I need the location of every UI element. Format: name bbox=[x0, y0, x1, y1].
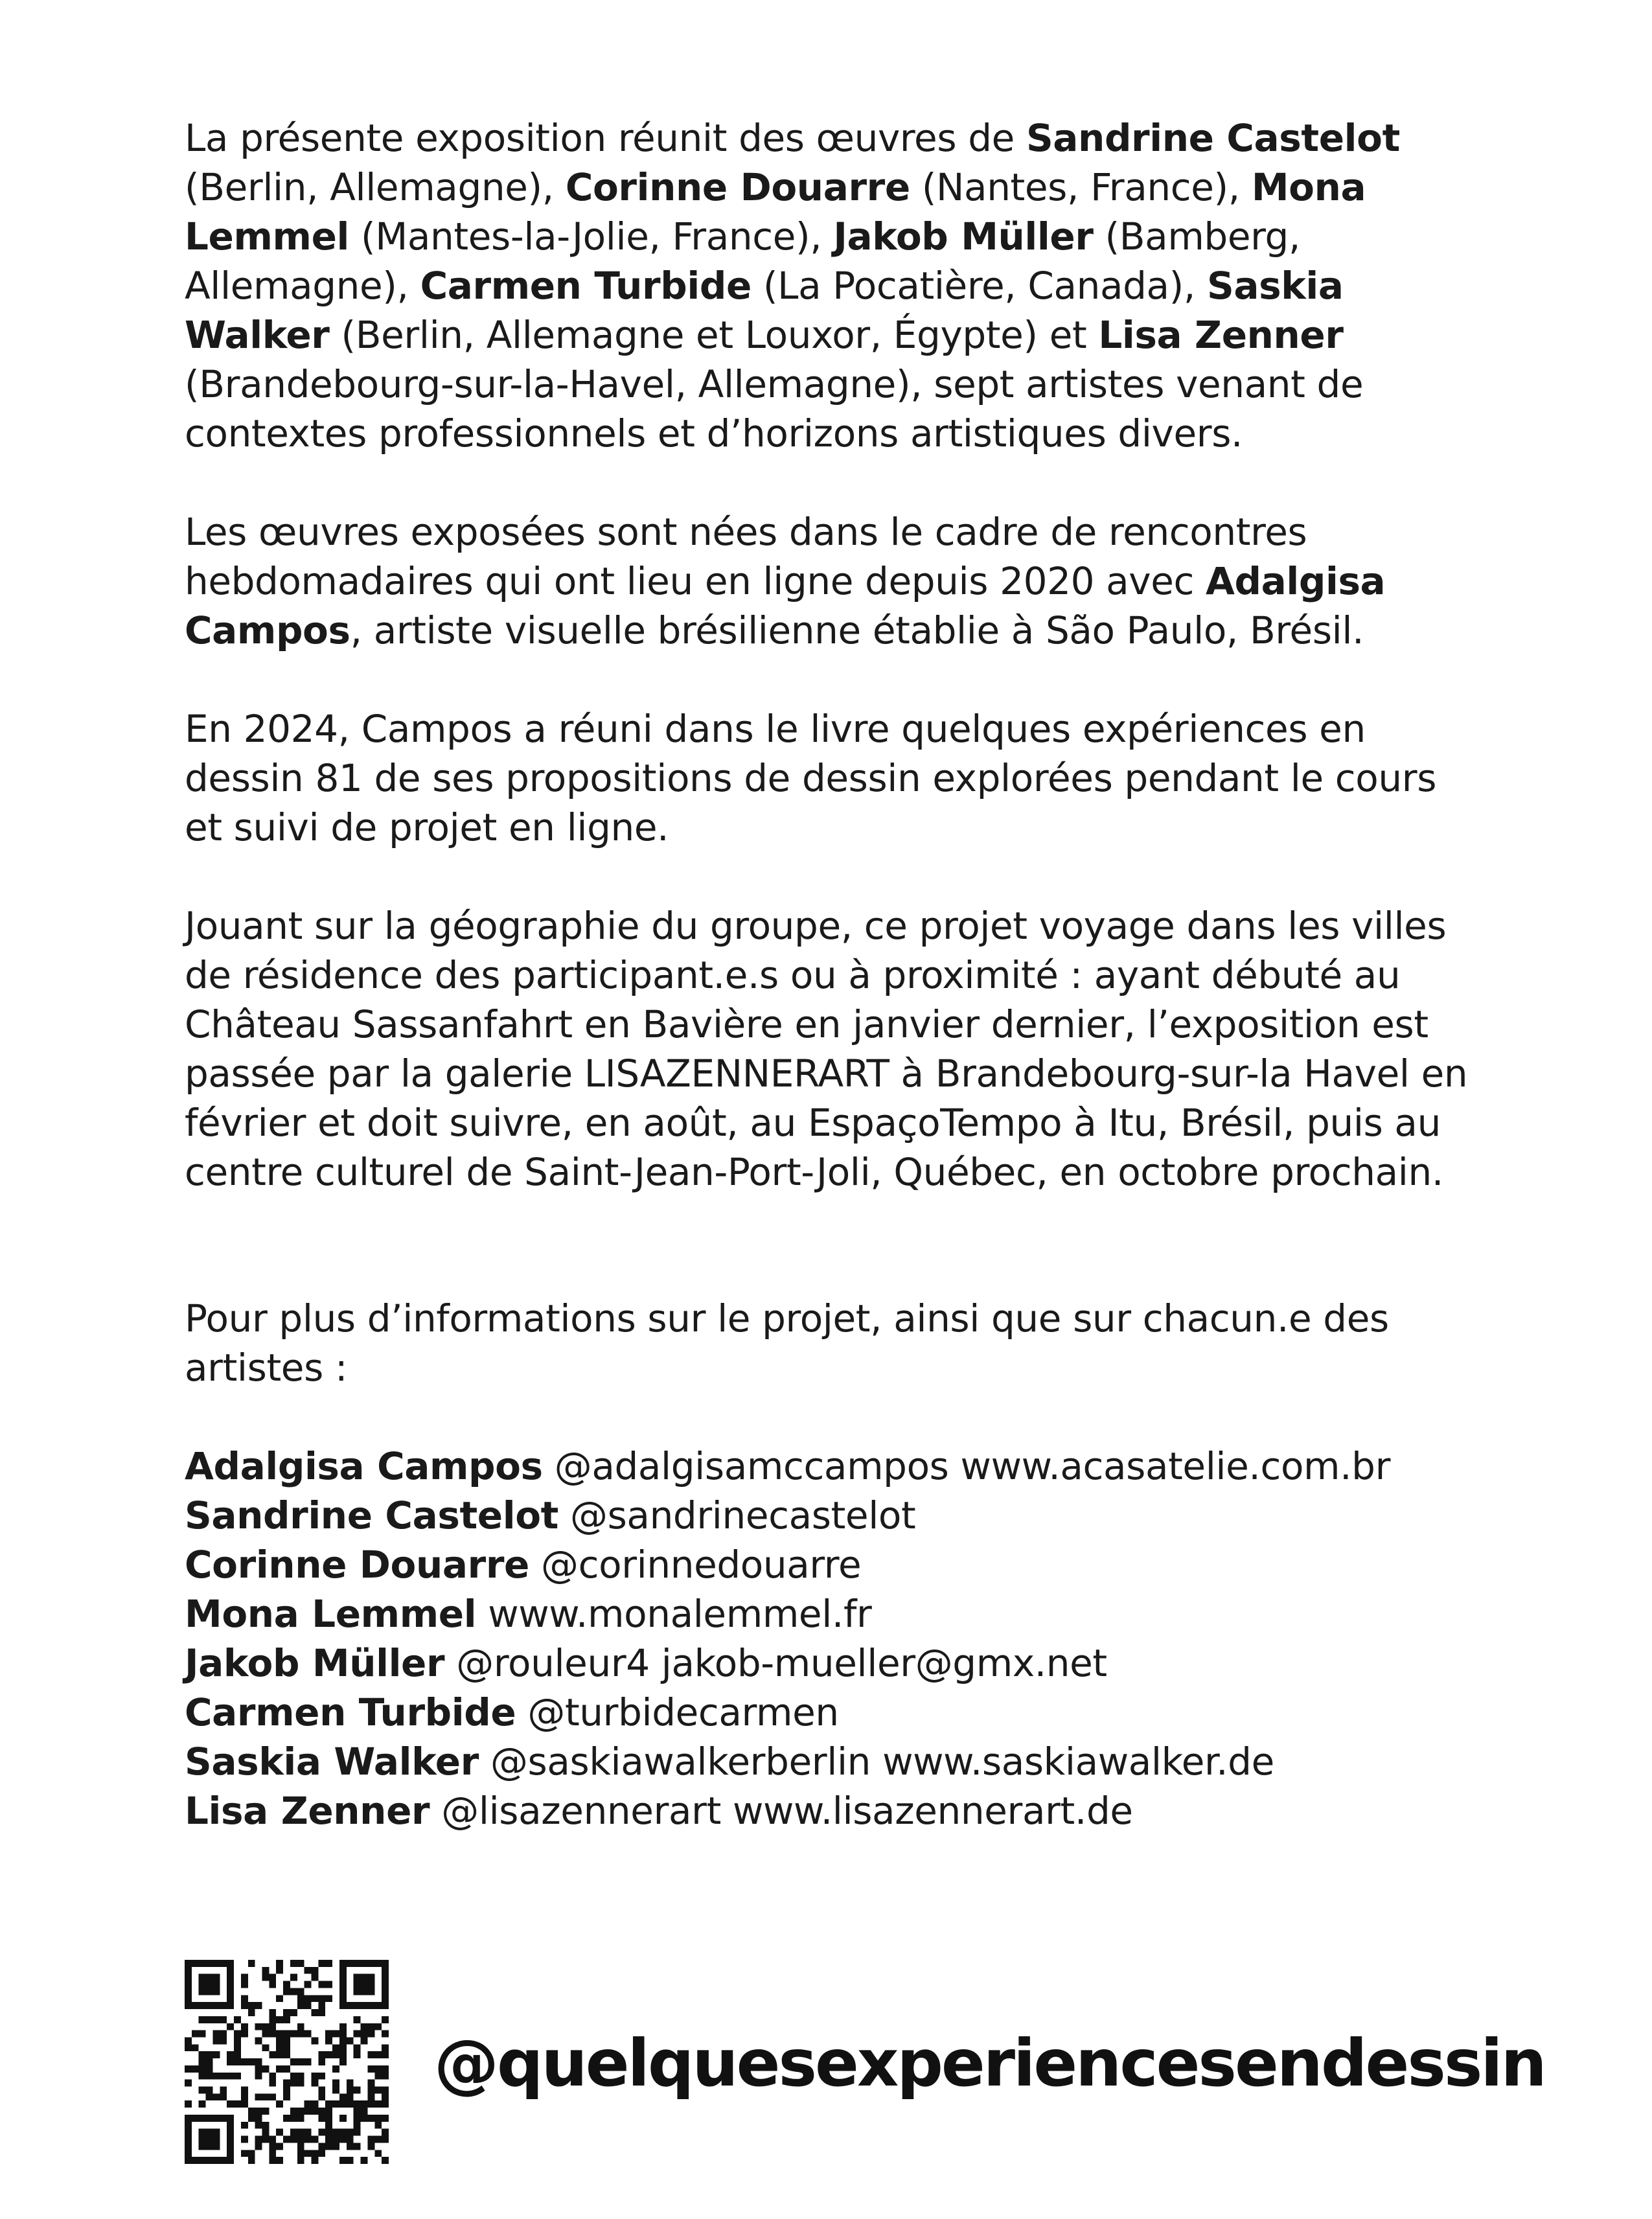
artist-name: Jakob Müller bbox=[833, 214, 1094, 259]
intro-text: (Nantes, France), bbox=[910, 165, 1252, 209]
contact-item bbox=[185, 1442, 1390, 1491]
contact-list bbox=[185, 1442, 1390, 1835]
artist-name: Mona Lemmel bbox=[185, 165, 1366, 259]
intro-text: (Brandebourg-sur-la-Havel, Allemagne), sept artistes venant de contextes professionnels et d’horizons artistiques divers. bbox=[185, 362, 1364, 455]
contact-details: @corinnedouarre bbox=[529, 1543, 862, 1587]
teacher-name: Adalgisa Campos bbox=[185, 559, 1386, 652]
info-intro-paragraph: Pour plus d’informations sur le projet, ainsi que sur chacun.e des artistes : bbox=[185, 1296, 1389, 1390]
artist-name: Saskia Walker bbox=[185, 264, 1344, 357]
contact-item bbox=[185, 1786, 1390, 1835]
contact-item bbox=[185, 1737, 1390, 1786]
artist-name: Carmen Turbide bbox=[420, 264, 751, 308]
contact-name: Jakob Müller bbox=[185, 1641, 445, 1685]
contact-item bbox=[185, 1589, 1390, 1638]
contact-details: @saskiawalkerberlin www.saskiawalker.de bbox=[478, 1740, 1274, 1784]
intro-text: La présente exposition réunit des œuvres de bbox=[185, 116, 1026, 160]
contact-item bbox=[185, 1491, 1390, 1540]
origin-text: Les œuvres exposées sont nées dans le cadre de rencontres hebdomadaires qui ont lieu en ligne depuis 2020 avec bbox=[185, 510, 1307, 603]
qr-code-icon[interactable] bbox=[185, 1960, 389, 2164]
origin-text: , artiste visuelle brésilienne établie à São Paulo, Brésil. bbox=[350, 608, 1364, 652]
intro-text: (Berlin, Allemagne et Louxor, Égypte) et bbox=[329, 313, 1099, 357]
contact-name: Saskia Walker bbox=[185, 1740, 479, 1784]
contact-item bbox=[185, 1688, 1390, 1737]
intro-text: (Bamberg, Allemagne), bbox=[185, 214, 1301, 308]
book-paragraph: En 2024, Campos a réuni dans le livre quelques expériences en dessin 81 de ses propositions de dessin explorées pendant le cours et suivi de projet en ligne. bbox=[185, 707, 1437, 849]
contact-details: @rouleur4 jakob-mueller@gmx.net bbox=[444, 1641, 1107, 1685]
artist-name: Lisa Zenner bbox=[1098, 313, 1344, 357]
artist-name: Sandrine Castelot bbox=[1026, 116, 1400, 160]
intro-text: (Mantes-la-Jolie, France), bbox=[349, 214, 834, 259]
intro-paragraph bbox=[185, 113, 1480, 458]
contact-details: @turbidecarmen bbox=[516, 1690, 839, 1734]
contact-name: Sandrine Castelot bbox=[185, 1493, 558, 1537]
contact-details: @sandrinecastelot bbox=[558, 1493, 916, 1537]
contact-item bbox=[185, 1638, 1390, 1688]
contact-name: Corinne Douarre bbox=[185, 1543, 529, 1587]
origin-paragraph bbox=[185, 507, 1480, 655]
contact-name: Lisa Zenner bbox=[185, 1789, 430, 1833]
contact-name: Mona Lemmel bbox=[185, 1592, 477, 1636]
contact-details: www.monalemmel.fr bbox=[476, 1592, 872, 1636]
intro-text: (La Pocatière, Canada), bbox=[751, 264, 1207, 308]
artist-name: Corinne Douarre bbox=[565, 165, 910, 209]
instagram-handle: @quelquesexperiencesendessin bbox=[434, 2025, 1545, 2101]
tour-paragraph: Jouant sur la géographie du groupe, ce projet voyage dans les villes de résidence des participant.e.s ou à proximité : ayant débuté au Château Sassanfahrt en Bavière en janvier dernier, l’exposition est passée par la galerie LISAZENNERART à Brandebourg-sur-la Havel en février et doit suivre, en août, au EspaçoTempo à Itu, Brésil, puis au centre culturel de Saint-Jean-Port-Joli, Québec, en octobre prochain. bbox=[185, 904, 1468, 1194]
contact-item bbox=[185, 1540, 1390, 1589]
intro-text: (Berlin, Allemagne), bbox=[185, 165, 566, 209]
contact-details: @adalgisamccampos www.acasatelie.com.br bbox=[542, 1444, 1391, 1488]
contact-name: Carmen Turbide bbox=[185, 1690, 516, 1734]
contact-details: @lisazennerart www.lisazennerart.de bbox=[430, 1789, 1133, 1833]
contact-name: Adalgisa Campos bbox=[185, 1444, 543, 1488]
